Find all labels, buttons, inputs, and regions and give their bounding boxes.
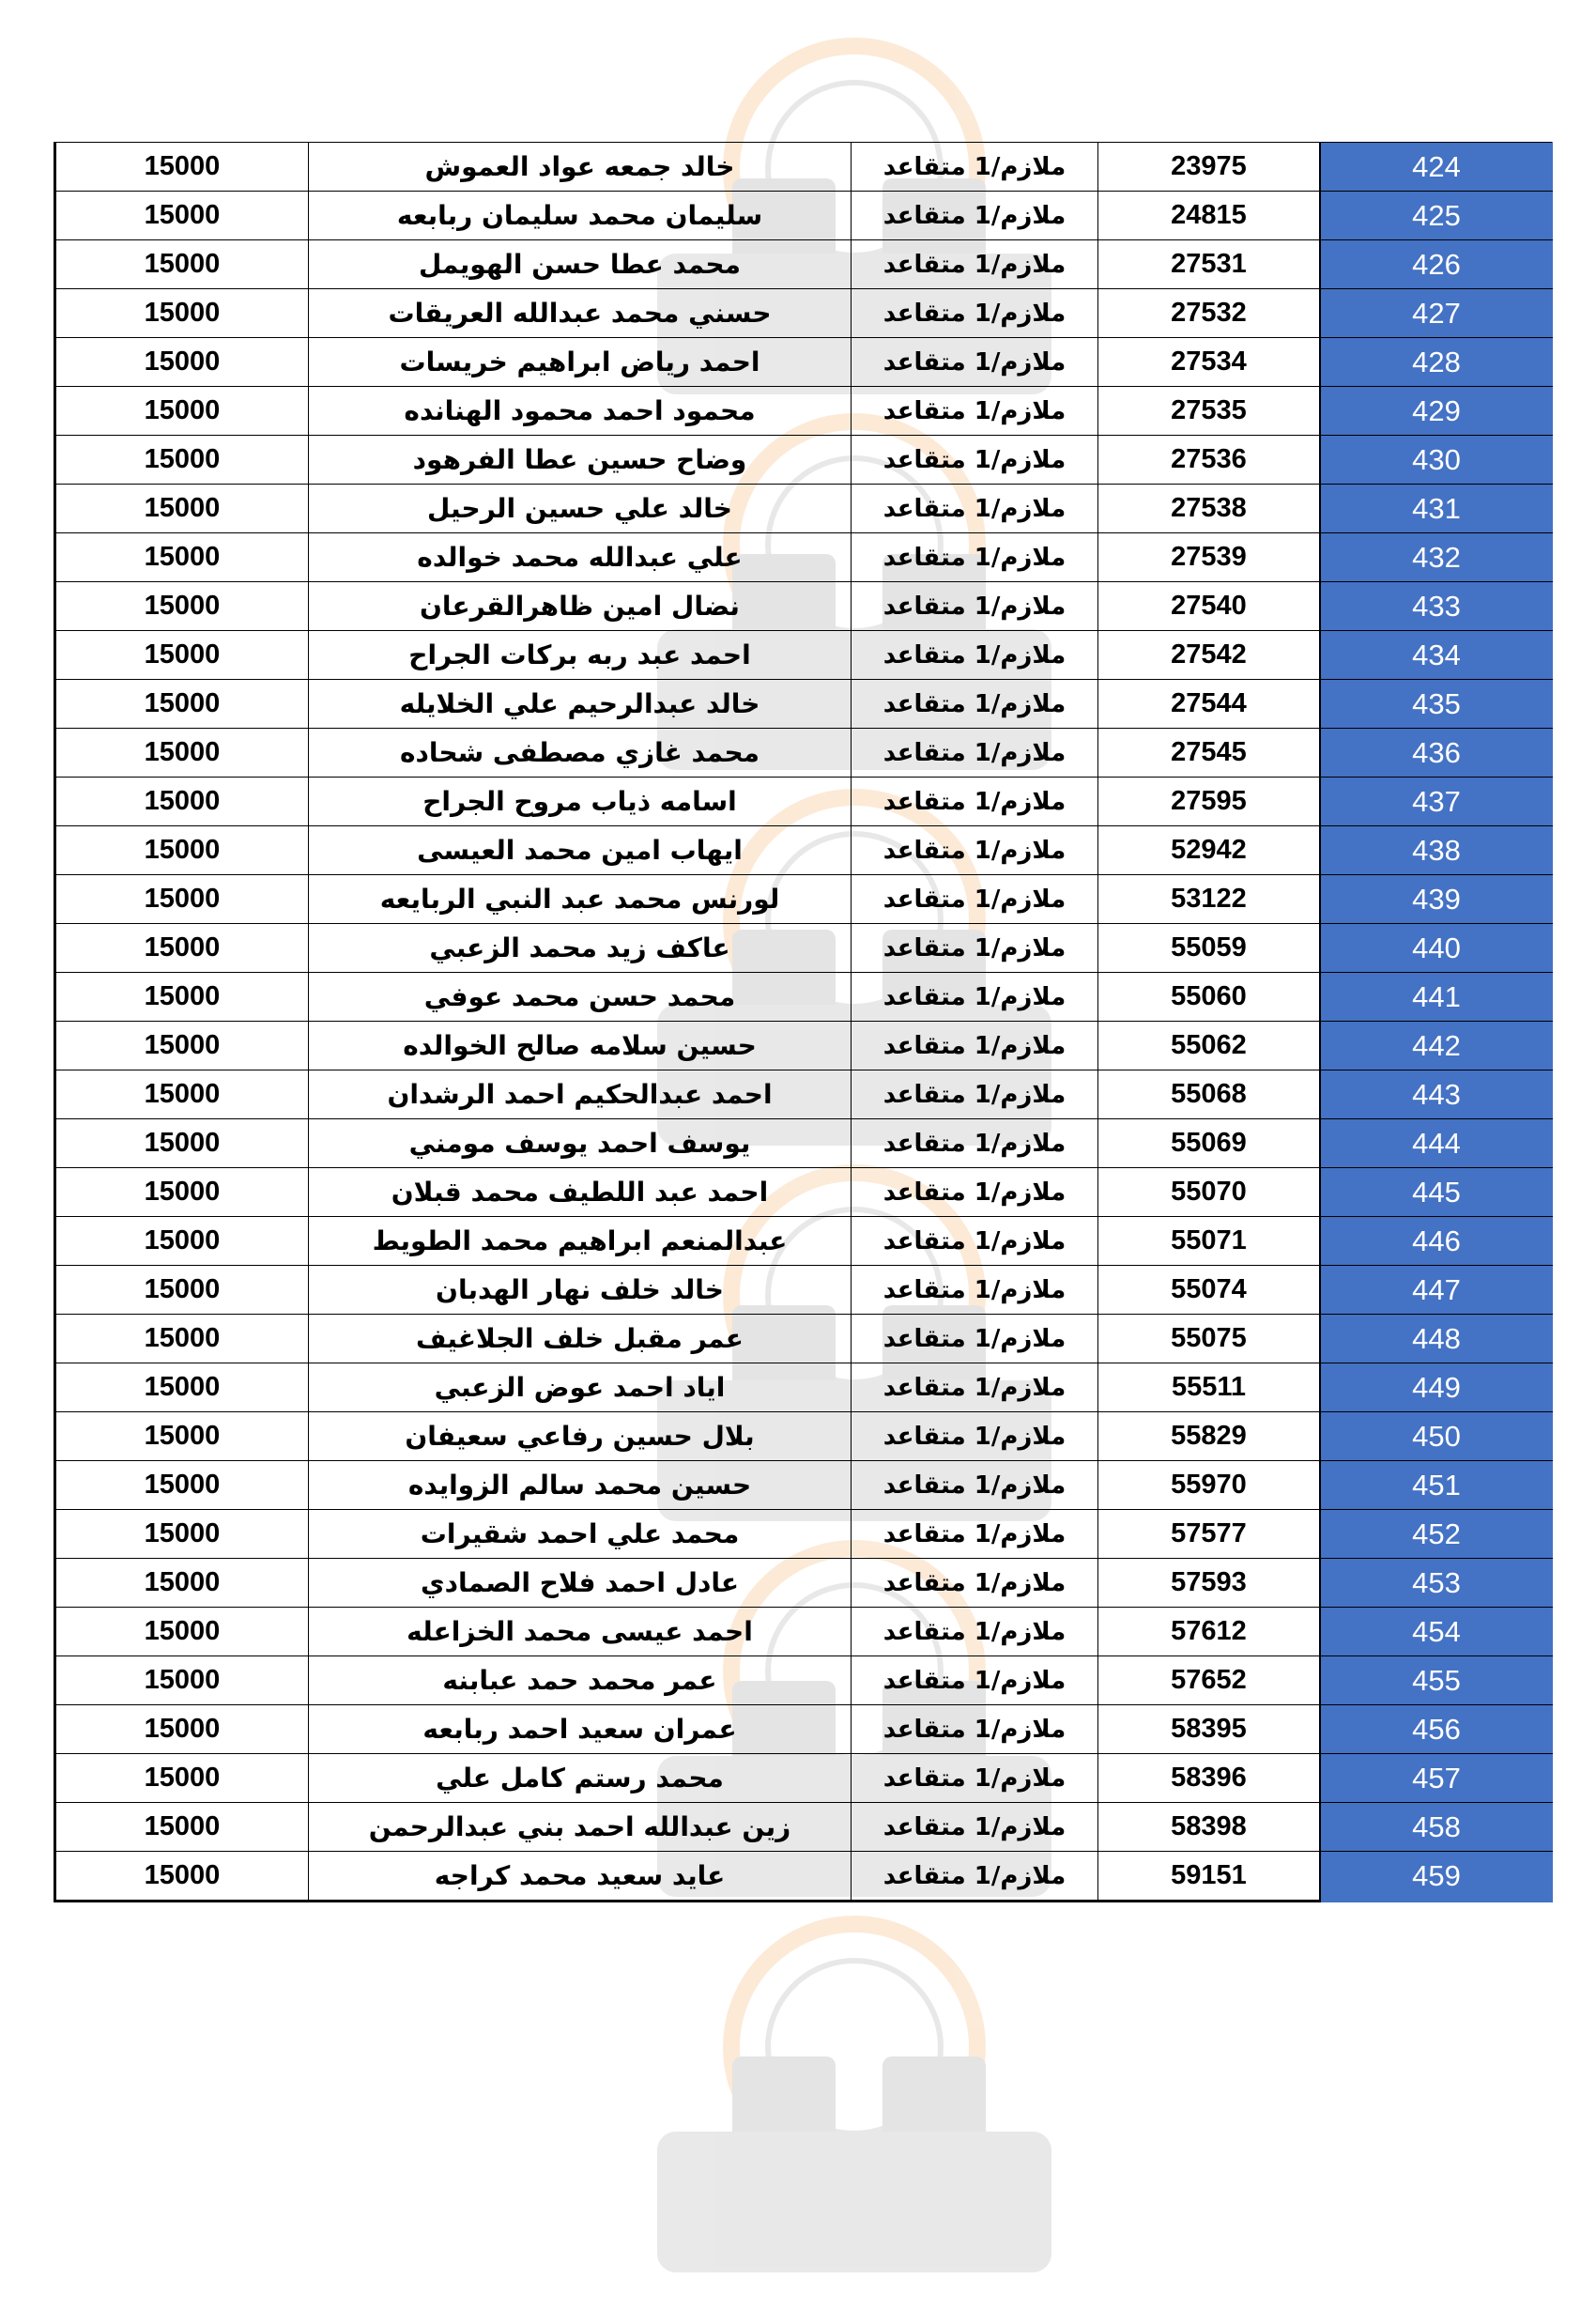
number-cell: 27536 — [1098, 436, 1321, 485]
amount-cell: 15000 — [55, 1022, 309, 1070]
index-cell: 440 — [1320, 924, 1553, 973]
rank-cell: ملازم/1 متقاعد — [852, 582, 1098, 631]
name-cell: عادل احمد فلاح الصمادي — [309, 1559, 852, 1608]
name-cell: يوسف احمد يوسف مومني — [309, 1119, 852, 1168]
amount-cell: 15000 — [55, 1461, 309, 1510]
table-row — [55, 1217, 1553, 1266]
rank-cell: ملازم/1 متقاعد — [852, 533, 1098, 582]
index-cell: 449 — [1320, 1363, 1553, 1412]
rank-cell: ملازم/1 متقاعد — [852, 924, 1098, 973]
index-cell: 445 — [1320, 1168, 1553, 1217]
rank-cell: ملازم/1 متقاعد — [852, 1070, 1098, 1119]
number-cell: 55511 — [1098, 1363, 1321, 1412]
amount-cell: 15000 — [55, 875, 309, 924]
amount-cell: 15000 — [55, 1363, 309, 1412]
name-cell: احمد رياض ابراهيم خريسات — [309, 338, 852, 387]
table-row — [55, 1315, 1553, 1363]
number-cell: 27535 — [1098, 387, 1321, 436]
amount-cell: 15000 — [55, 729, 309, 778]
watermark-logo — [601, 1916, 1127, 2310]
index-cell: 447 — [1320, 1266, 1553, 1315]
rank-cell: ملازم/1 متقاعد — [852, 631, 1098, 680]
number-cell: 27538 — [1098, 485, 1321, 533]
table-row — [55, 1608, 1553, 1656]
number-cell: 27542 — [1098, 631, 1321, 680]
index-cell: 453 — [1320, 1559, 1553, 1608]
rank-cell: ملازم/1 متقاعد — [852, 143, 1098, 192]
table-row — [55, 289, 1553, 338]
rank-cell: ملازم/1 متقاعد — [852, 1852, 1098, 1902]
number-cell: 27534 — [1098, 338, 1321, 387]
rank-cell: ملازم/1 متقاعد — [852, 1608, 1098, 1656]
number-cell: 55062 — [1098, 1022, 1321, 1070]
table-row — [55, 1070, 1553, 1119]
number-cell: 55829 — [1098, 1412, 1321, 1461]
number-cell: 55071 — [1098, 1217, 1321, 1266]
table-row — [55, 1119, 1553, 1168]
amount-cell: 15000 — [55, 240, 309, 289]
number-cell: 55059 — [1098, 924, 1321, 973]
name-cell: اياد احمد عوض الزعبي — [309, 1363, 852, 1412]
name-cell: خالد عبدالرحيم علي الخلايله — [309, 680, 852, 729]
number-cell: 27532 — [1098, 289, 1321, 338]
index-cell: 430 — [1320, 436, 1553, 485]
table-row — [55, 1803, 1553, 1852]
number-cell: 27540 — [1098, 582, 1321, 631]
rank-cell: ملازم/1 متقاعد — [852, 192, 1098, 240]
name-cell: محمد رستم كامل علي — [309, 1754, 852, 1803]
number-cell: 57577 — [1098, 1510, 1321, 1559]
name-cell: احمد عبد اللطيف محمد قبلان — [309, 1168, 852, 1217]
number-cell: 27539 — [1098, 533, 1321, 582]
amount-cell: 15000 — [55, 924, 309, 973]
rank-cell: ملازم/1 متقاعد — [852, 1461, 1098, 1510]
number-cell: 59151 — [1098, 1852, 1321, 1902]
name-cell: احمد عيسى محمد الخزاعله — [309, 1608, 852, 1656]
name-cell: بلال حسين رفاعي سعيفان — [309, 1412, 852, 1461]
index-cell: 444 — [1320, 1119, 1553, 1168]
name-cell: احمد عبد ربه بركات الجراح — [309, 631, 852, 680]
table-row — [55, 973, 1553, 1022]
amount-cell: 15000 — [55, 1217, 309, 1266]
amount-cell: 15000 — [55, 1510, 309, 1559]
amount-cell: 15000 — [55, 338, 309, 387]
table-row — [55, 1461, 1553, 1510]
table-row — [55, 1559, 1553, 1608]
table-row — [55, 533, 1553, 582]
rank-cell: ملازم/1 متقاعد — [852, 1656, 1098, 1705]
amount-cell: 15000 — [55, 680, 309, 729]
index-cell: 441 — [1320, 973, 1553, 1022]
index-cell: 426 — [1320, 240, 1553, 289]
index-cell: 454 — [1320, 1608, 1553, 1656]
rank-cell: ملازم/1 متقاعد — [852, 680, 1098, 729]
table-row — [55, 1852, 1553, 1902]
rank-cell: ملازم/1 متقاعد — [852, 1559, 1098, 1608]
number-cell: 24815 — [1098, 192, 1321, 240]
index-cell: 446 — [1320, 1217, 1553, 1266]
amount-cell: 15000 — [55, 1559, 309, 1608]
amount-cell: 15000 — [55, 1266, 309, 1315]
number-cell: 27545 — [1098, 729, 1321, 778]
table-row — [55, 192, 1553, 240]
number-cell: 57612 — [1098, 1608, 1321, 1656]
amount-cell: 15000 — [55, 1119, 309, 1168]
number-cell: 27544 — [1098, 680, 1321, 729]
table-row — [55, 240, 1553, 289]
table-row — [55, 143, 1553, 192]
name-cell: محمد غازي مصطفى شحاده — [309, 729, 852, 778]
index-cell: 457 — [1320, 1754, 1553, 1803]
name-cell: علي عبدالله محمد خوالده — [309, 533, 852, 582]
rank-cell: ملازم/1 متقاعد — [852, 1168, 1098, 1217]
number-cell: 27595 — [1098, 778, 1321, 826]
rank-cell: ملازم/1 متقاعد — [852, 485, 1098, 533]
table-row — [55, 680, 1553, 729]
rank-cell: ملازم/1 متقاعد — [852, 826, 1098, 875]
name-cell: احمد عبدالحكيم احمد الرشدان — [309, 1070, 852, 1119]
number-cell: 23975 — [1098, 143, 1321, 192]
index-cell: 427 — [1320, 289, 1553, 338]
rank-cell: ملازم/1 متقاعد — [852, 875, 1098, 924]
table-body — [55, 143, 1553, 1902]
index-cell: 450 — [1320, 1412, 1553, 1461]
name-cell: خالد جمعه عواد العموش — [309, 143, 852, 192]
rank-cell: ملازم/1 متقاعد — [852, 436, 1098, 485]
amount-cell: 15000 — [55, 582, 309, 631]
index-cell: 452 — [1320, 1510, 1553, 1559]
name-cell: خالد علي حسين الرحيل — [309, 485, 852, 533]
data-table-container — [54, 142, 1546, 1902]
name-cell: عاكف زيد محمد الزعبي — [309, 924, 852, 973]
table-row — [55, 826, 1553, 875]
index-cell: 451 — [1320, 1461, 1553, 1510]
amount-cell: 15000 — [55, 192, 309, 240]
table-row — [55, 1705, 1553, 1754]
name-cell: محمد علي احمد شقيرات — [309, 1510, 852, 1559]
name-cell: عمر محمد حمد عبابنه — [309, 1656, 852, 1705]
number-cell: 58396 — [1098, 1754, 1321, 1803]
name-cell: سليمان محمد سليمان ربابعه — [309, 192, 852, 240]
index-cell: 456 — [1320, 1705, 1553, 1754]
rank-cell: ملازم/1 متقاعد — [852, 1803, 1098, 1852]
index-cell: 432 — [1320, 533, 1553, 582]
rank-cell: ملازم/1 متقاعد — [852, 1510, 1098, 1559]
rank-cell: ملازم/1 متقاعد — [852, 338, 1098, 387]
table-row — [55, 1754, 1553, 1803]
table-row — [55, 1510, 1553, 1559]
index-cell: 425 — [1320, 192, 1553, 240]
number-cell: 55074 — [1098, 1266, 1321, 1315]
rank-cell: ملازم/1 متقاعد — [852, 1754, 1098, 1803]
rank-cell: ملازم/1 متقاعد — [852, 1412, 1098, 1461]
amount-cell: 15000 — [55, 1315, 309, 1363]
name-cell: محمد عطا حسن الهويمل — [309, 240, 852, 289]
index-cell: 459 — [1320, 1852, 1553, 1902]
amount-cell: 15000 — [55, 826, 309, 875]
name-cell: وضاح حسين عطا الفرهود — [309, 436, 852, 485]
index-cell: 437 — [1320, 778, 1553, 826]
table-row — [55, 875, 1553, 924]
name-cell: عمران سعيد احمد ربابعه — [309, 1705, 852, 1754]
name-cell: محمود احمد محمود الهنانده — [309, 387, 852, 436]
name-cell: ايهاب امين محمد العيسى — [309, 826, 852, 875]
name-cell: لورنس محمد عبد النبي الربايعه — [309, 875, 852, 924]
amount-cell: 15000 — [55, 436, 309, 485]
rank-cell: ملازم/1 متقاعد — [852, 1363, 1098, 1412]
index-cell: 443 — [1320, 1070, 1553, 1119]
table-row — [55, 1412, 1553, 1461]
amount-cell: 15000 — [55, 631, 309, 680]
table-row — [55, 1266, 1553, 1315]
index-cell: 458 — [1320, 1803, 1553, 1852]
table-row — [55, 924, 1553, 973]
index-cell: 455 — [1320, 1656, 1553, 1705]
name-cell: حسين سلامه صالح الخوالده — [309, 1022, 852, 1070]
name-cell: خالد خلف نهار الهدبان — [309, 1266, 852, 1315]
rank-cell: ملازم/1 متقاعد — [852, 973, 1098, 1022]
name-cell: اسامه ذياب مروح الجراح — [309, 778, 852, 826]
index-cell: 436 — [1320, 729, 1553, 778]
rank-cell: ملازم/1 متقاعد — [852, 1217, 1098, 1266]
number-cell: 55060 — [1098, 973, 1321, 1022]
amount-cell: 15000 — [55, 1754, 309, 1803]
amount-cell: 15000 — [55, 1705, 309, 1754]
table-row — [55, 729, 1553, 778]
table-row — [55, 1168, 1553, 1217]
table-row — [55, 338, 1553, 387]
index-cell: 431 — [1320, 485, 1553, 533]
amount-cell: 15000 — [55, 1803, 309, 1852]
number-cell: 58395 — [1098, 1705, 1321, 1754]
name-cell: نضال امين ظاهرالقرعان — [309, 582, 852, 631]
rank-cell: ملازم/1 متقاعد — [852, 1315, 1098, 1363]
index-cell: 435 — [1320, 680, 1553, 729]
amount-cell: 15000 — [55, 973, 309, 1022]
index-cell: 428 — [1320, 338, 1553, 387]
number-cell: 57593 — [1098, 1559, 1321, 1608]
table-row — [55, 1363, 1553, 1412]
name-cell: حسني محمد عبدالله العريقات — [309, 289, 852, 338]
amount-cell: 15000 — [55, 143, 309, 192]
number-cell: 27531 — [1098, 240, 1321, 289]
index-cell: 448 — [1320, 1315, 1553, 1363]
index-cell: 434 — [1320, 631, 1553, 680]
table-row — [55, 387, 1553, 436]
rank-cell: ملازم/1 متقاعد — [852, 387, 1098, 436]
rank-cell: ملازم/1 متقاعد — [852, 1022, 1098, 1070]
data-table — [54, 142, 1553, 1902]
number-cell: 57652 — [1098, 1656, 1321, 1705]
amount-cell: 15000 — [55, 533, 309, 582]
rank-cell: ملازم/1 متقاعد — [852, 1705, 1098, 1754]
amount-cell: 15000 — [55, 387, 309, 436]
amount-cell: 15000 — [55, 485, 309, 533]
amount-cell: 15000 — [55, 1608, 309, 1656]
table-row — [55, 631, 1553, 680]
amount-cell: 15000 — [55, 778, 309, 826]
number-cell: 52942 — [1098, 826, 1321, 875]
number-cell: 55069 — [1098, 1119, 1321, 1168]
rank-cell: ملازم/1 متقاعد — [852, 289, 1098, 338]
amount-cell: 15000 — [55, 289, 309, 338]
amount-cell: 15000 — [55, 1656, 309, 1705]
amount-cell: 15000 — [55, 1852, 309, 1902]
number-cell: 55070 — [1098, 1168, 1321, 1217]
number-cell: 55970 — [1098, 1461, 1321, 1510]
table-row — [55, 436, 1553, 485]
amount-cell: 15000 — [55, 1412, 309, 1461]
name-cell: محمد حسن محمد عوفي — [309, 973, 852, 1022]
index-cell: 424 — [1320, 143, 1553, 192]
number-cell: 53122 — [1098, 875, 1321, 924]
name-cell: عبدالمنعم ابراهيم محمد الطويط — [309, 1217, 852, 1266]
amount-cell: 15000 — [55, 1070, 309, 1119]
number-cell: 55075 — [1098, 1315, 1321, 1363]
name-cell: عمر مقبل خلف الجلاغيف — [309, 1315, 852, 1363]
index-cell: 429 — [1320, 387, 1553, 436]
rank-cell: ملازم/1 متقاعد — [852, 1119, 1098, 1168]
name-cell: عايد سعيد محمد كراجه — [309, 1852, 852, 1902]
number-cell: 58398 — [1098, 1803, 1321, 1852]
index-cell: 442 — [1320, 1022, 1553, 1070]
name-cell: زين عبدالله احمد بني عبدالرحمن — [309, 1803, 852, 1852]
index-cell: 433 — [1320, 582, 1553, 631]
rank-cell: ملازم/1 متقاعد — [852, 729, 1098, 778]
rank-cell: ملازم/1 متقاعد — [852, 778, 1098, 826]
amount-cell: 15000 — [55, 1168, 309, 1217]
number-cell: 55068 — [1098, 1070, 1321, 1119]
table-row — [55, 582, 1553, 631]
index-cell: 439 — [1320, 875, 1553, 924]
table-row — [55, 1656, 1553, 1705]
table-row — [55, 778, 1553, 826]
name-cell: حسين محمد سالم الزوايده — [309, 1461, 852, 1510]
index-cell: 438 — [1320, 826, 1553, 875]
rank-cell: ملازم/1 متقاعد — [852, 1266, 1098, 1315]
table-row — [55, 485, 1553, 533]
rank-cell: ملازم/1 متقاعد — [852, 240, 1098, 289]
table-row — [55, 1022, 1553, 1070]
